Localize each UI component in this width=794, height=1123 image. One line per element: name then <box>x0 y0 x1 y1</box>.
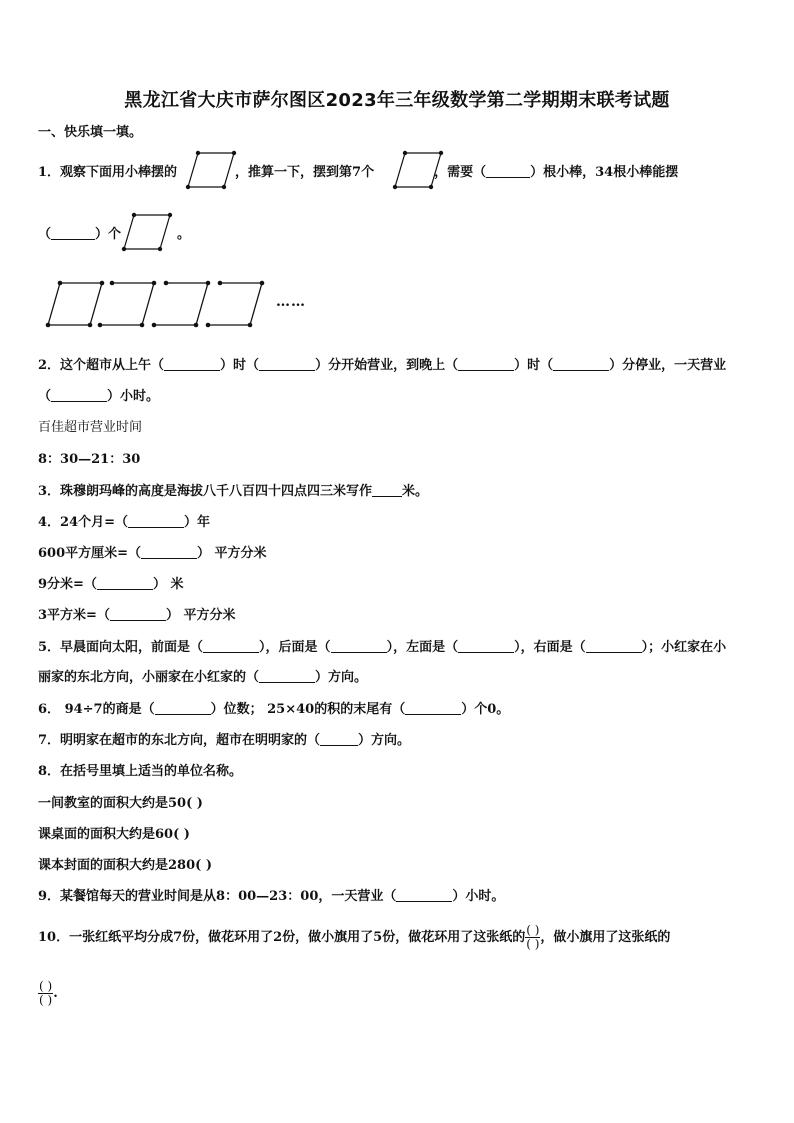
question-9: 9．某餐馆每天的营业时间是从8：00—23：00，一天营业（ ）小时。 <box>38 889 505 904</box>
answer-blank[interactable] <box>141 546 197 559</box>
answer-blank[interactable] <box>259 670 315 683</box>
answer-blank[interactable] <box>458 358 514 371</box>
answer-blank[interactable] <box>164 358 220 371</box>
question-2-line-2: （ ）小时。 <box>38 389 160 404</box>
parallelogram-figure-1 <box>186 150 238 190</box>
answer-blank[interactable] <box>97 577 153 590</box>
answer-blank[interactable] <box>128 515 184 528</box>
answer-blank[interactable] <box>203 640 259 653</box>
question-2-line-1: 2．这个超市从上午（ ）时（ ）分开始营业，到晚上（ ）时（ ）分停业，一天营业 <box>38 358 727 373</box>
answer-blank[interactable] <box>553 358 609 371</box>
answer-blank[interactable] <box>110 608 166 621</box>
question-8-heading: 8．在括号里填上适当的单位名称。 <box>38 764 243 779</box>
question-8-item-3: 课本封面的面积大约是280( ) <box>38 858 212 873</box>
question-5-line-2: 丽家的东北方向，小丽家在小红家的（ ）方向。 <box>38 670 368 685</box>
question-1-line-1: 1．观察下面用小棒摆的 ，推算一下，摆到第7个 ，需要（ ）根小棒，34根小棒能摆 <box>38 165 679 180</box>
question-4-line-1: 4．24个月=（ ）年 <box>38 515 211 530</box>
question-6: 6． 94÷7的商是（ ）位数； 25×40的积的末尾有（ ）个0。 <box>38 702 510 717</box>
answer-blank[interactable] <box>331 640 387 653</box>
answer-blank[interactable] <box>320 733 358 746</box>
question-8-item-2: 课桌面的面积大约是60( ) <box>38 827 190 842</box>
answer-blank[interactable] <box>405 702 461 715</box>
fraction-blank[interactable]: $\frac{( )}{( )}$ <box>526 923 540 951</box>
answer-blank[interactable] <box>486 165 530 178</box>
parallelogram-figure-3 <box>122 212 174 252</box>
question-7: 7．明明家在超市的东北方向，超市在明明家的（ ）方向。 <box>38 733 411 748</box>
answer-blank[interactable] <box>586 640 642 653</box>
question-4-line-4: 3平方米=（ ） 平方分米 <box>38 608 236 623</box>
answer-blank[interactable] <box>51 389 107 402</box>
store-hours-value: 8：30—21：30 <box>38 452 141 467</box>
question-3: 3．珠穆朗玛峰的高度是海拔八千八百四十四点四三米写作 米。 <box>38 484 429 499</box>
question-10: 10．一张红纸平均分成7份，做花环用了2份，做小旗用了5份，做花环用了这张纸的 $\frac{( )}{( )}$ ，做小旗用了这张纸的 <box>38 923 671 951</box>
section-heading: 一、快乐填一填。 <box>38 125 143 140</box>
continuation-dots: …… <box>276 294 306 310</box>
fraction-blank[interactable]: $\frac{( )}{( )}$ <box>39 979 53 1007</box>
answer-blank[interactable] <box>458 640 514 653</box>
page-title: 黑龙江省大庆市萨尔图区2023年三年级数学第二学期期末联考试题 <box>124 90 670 111</box>
question-10-continued: $\frac{( )}{( )}$ . <box>39 979 58 1007</box>
question-1-line-2: （ ）个 。 <box>38 227 191 242</box>
answer-blank[interactable] <box>396 889 452 902</box>
parallelogram-figure-2 <box>393 150 445 190</box>
question-4-line-2: 600平方厘米=（ ） 平方分米 <box>38 546 267 561</box>
answer-blank[interactable] <box>51 227 95 240</box>
question-8-item-1: 一间教室的面积大约是50( ) <box>38 796 203 811</box>
question-4-line-3: 9分米=（ ） 米 <box>38 577 184 592</box>
store-hours-title: 百佳超市营业时间 <box>38 420 143 435</box>
answer-blank[interactable] <box>372 484 402 497</box>
answer-blank[interactable] <box>155 702 211 715</box>
question-5-line-1: 5．早晨面向太阳，前面是（ ），后面是（ ），左面是（ ），右面是（ ）；小红家在小 <box>38 640 727 655</box>
answer-blank[interactable] <box>259 358 315 371</box>
chained-parallelograms <box>44 280 314 330</box>
